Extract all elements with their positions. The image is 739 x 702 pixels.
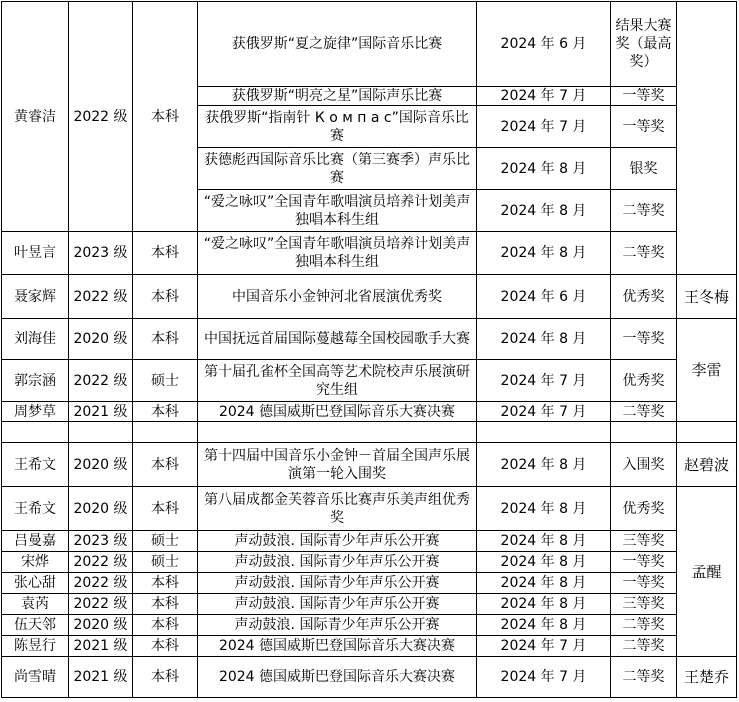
table-row <box>2 232 737 275</box>
competition: 2024 德国威斯巴登国际音乐大赛决赛 <box>198 636 477 657</box>
student-name: 王希文 <box>2 487 69 531</box>
award-level: 二等奖 <box>611 402 677 422</box>
teacher-name: 王楚乔 <box>677 657 737 698</box>
competition: 中国抚远首届国际蔓越莓全国校园歌手大赛 <box>198 319 477 360</box>
award-level: 二等奖 <box>611 190 677 232</box>
award-level: 银奖 <box>611 148 677 190</box>
degree-level: 本科 <box>133 615 198 636</box>
award-level: 三等奖 <box>611 531 677 552</box>
teacher-name: 孟醒 <box>677 487 737 657</box>
competition: 获德彪西国际音乐比赛（第三赛季）声乐比赛 <box>198 148 477 190</box>
degree-level: 本科 <box>133 232 198 275</box>
table-row <box>2 2 737 87</box>
award-date: 2024 年 7 月 <box>477 106 611 148</box>
award-date: 2024 年 7 月 <box>477 636 611 657</box>
student-name: 张心甜 <box>2 573 69 594</box>
student-name: 宋烨 <box>2 552 69 573</box>
award-level: 二等奖 <box>611 636 677 657</box>
grade: 2022 级 <box>69 573 133 594</box>
degree-level: 本科 <box>133 573 198 594</box>
competition: “爱之咏叹”全国青年歌唱演员培养计划美声独唱本科生组 <box>198 190 477 232</box>
award-date: 2024 年 8 月 <box>477 573 611 594</box>
empty-row <box>2 422 737 443</box>
grade: 2020 级 <box>69 615 133 636</box>
student-name: 伍天邻 <box>2 615 69 636</box>
table-row <box>2 552 737 573</box>
grade: 2021 级 <box>69 636 133 657</box>
empty-cell <box>477 422 611 443</box>
empty-cell <box>198 422 477 443</box>
award-date: 2024 年 8 月 <box>477 615 611 636</box>
table-row <box>2 657 737 698</box>
award-level: 一等奖 <box>611 552 677 573</box>
grade: 2022 级 <box>69 2 133 232</box>
award-level: 一等奖 <box>611 319 677 360</box>
award-date: 2024 年 7 月 <box>477 360 611 402</box>
award-date: 2024 年 7 月 <box>477 402 611 422</box>
grade: 2023 级 <box>69 232 133 275</box>
empty-cell <box>69 422 133 443</box>
table-row <box>2 594 737 615</box>
student-name: 刘海佳 <box>2 319 69 360</box>
degree-level: 本科 <box>133 319 198 360</box>
award-level: 优秀奖 <box>611 275 677 319</box>
competition: 第八届成都金芙蓉音乐比赛声乐美声组优秀奖 <box>198 487 477 531</box>
teacher-empty <box>677 2 737 275</box>
table-row <box>2 636 737 657</box>
table-row <box>2 487 737 531</box>
empty-cell <box>611 422 677 443</box>
grade: 2020 级 <box>69 487 133 531</box>
award-date: 2024 年 8 月 <box>477 443 611 487</box>
award-level: 二等奖 <box>611 232 677 275</box>
degree-level: 本科 <box>133 657 198 698</box>
award-date: 2024 年 7 月 <box>477 87 611 106</box>
student-name: 黄睿洁 <box>2 2 69 232</box>
award-date: 2024 年 6 月 <box>477 2 611 87</box>
grade: 2022 级 <box>69 360 133 402</box>
award-date: 2024 年 8 月 <box>477 319 611 360</box>
award-level: 优秀奖 <box>611 360 677 402</box>
student-name: 叶昱言 <box>2 232 69 275</box>
table-row <box>2 531 737 552</box>
competition: 第十届孔雀杯全国高等艺术院校声乐展演研究生组 <box>198 360 477 402</box>
award-date: 2024 年 8 月 <box>477 552 611 573</box>
award-date: 2024 年 8 月 <box>477 594 611 615</box>
competition: 声动鼓浪. 国际青少年声乐公开赛 <box>198 552 477 573</box>
grade: 2021 级 <box>69 657 133 698</box>
student-name: 聂家辉 <box>2 275 69 319</box>
table-row <box>2 443 737 487</box>
student-name: 王希文 <box>2 443 69 487</box>
competition: 声动鼓浪. 国际青少年声乐公开赛 <box>198 531 477 552</box>
teacher-name: 王冬梅 <box>677 275 737 319</box>
teacher-name: 赵碧波 <box>677 443 737 487</box>
empty-cell <box>133 422 198 443</box>
award-date: 2024 年 7 月 <box>477 657 611 698</box>
degree-level: 硕士 <box>133 531 198 552</box>
award-level: 二等奖 <box>611 615 677 636</box>
award-date: 2024 年 8 月 <box>477 190 611 232</box>
awards-table <box>1 1 737 698</box>
student-name: 吕曼嘉 <box>2 531 69 552</box>
student-name: 周梦草 <box>2 402 69 422</box>
degree-level: 本科 <box>133 487 198 531</box>
competition: 第十四届中国音乐小金钟－首届全国声乐展演第一轮入围奖 <box>198 443 477 487</box>
competition: 获俄罗斯“明亮之星”国际声乐比赛 <box>198 87 477 106</box>
award-level: 入围奖 <box>611 443 677 487</box>
award-level: 一等奖 <box>611 573 677 594</box>
grade: 2022 级 <box>69 594 133 615</box>
table-row <box>2 275 737 319</box>
award-date: 2024 年 8 月 <box>477 148 611 190</box>
competition: 声动鼓浪. 国际青少年声乐公开赛 <box>198 615 477 636</box>
teacher-name: 李雷 <box>677 319 737 422</box>
student-name: 袁芮 <box>2 594 69 615</box>
award-level: 结果大赛奖（最高奖） <box>611 2 677 87</box>
grade: 2023 级 <box>69 531 133 552</box>
table-row <box>2 402 737 422</box>
table-row <box>2 615 737 636</box>
award-date: 2024 年 8 月 <box>477 232 611 275</box>
grade: 2022 级 <box>69 275 133 319</box>
student-name: 郭宗涵 <box>2 360 69 402</box>
competition: 获俄罗斯“夏之旋律”国际音乐比赛 <box>198 2 477 87</box>
empty-cell <box>677 422 737 443</box>
competition: 获俄罗斯“指南针 К о м п а с”国际音乐比赛 <box>198 106 477 148</box>
award-level: 三等奖 <box>611 594 677 615</box>
competition: 2024 德国威斯巴登国际音乐大赛决赛 <box>198 657 477 698</box>
competition: 中国音乐小金钟河北省展演优秀奖 <box>198 275 477 319</box>
award-level: 二等奖 <box>611 657 677 698</box>
grade: 2020 级 <box>69 319 133 360</box>
grade: 2020 级 <box>69 443 133 487</box>
empty-cell <box>2 422 69 443</box>
award-date: 2024 年 8 月 <box>477 531 611 552</box>
degree-level: 本科 <box>133 443 198 487</box>
student-name: 陈昱行 <box>2 636 69 657</box>
degree-level: 硕士 <box>133 552 198 573</box>
award-level: 一等奖 <box>611 106 677 148</box>
competition: 2024 德国威斯巴登国际音乐大赛决赛 <box>198 402 477 422</box>
student-name: 尚雪晴 <box>2 657 69 698</box>
grade: 2022 级 <box>69 552 133 573</box>
degree-level: 本科 <box>133 636 198 657</box>
degree-level: 本科 <box>133 402 198 422</box>
table-row <box>2 360 737 402</box>
table-row <box>2 319 737 360</box>
degree-level: 本科 <box>133 594 198 615</box>
award-level: 一等奖 <box>611 87 677 106</box>
competition: “爱之咏叹”全国青年歌唱演员培养计划美声独唱本科生组 <box>198 232 477 275</box>
competition: 声动鼓浪. 国际青少年声乐公开赛 <box>198 573 477 594</box>
award-date: 2024 年 8 月 <box>477 487 611 531</box>
table-row <box>2 573 737 594</box>
award-date: 2024 年 6 月 <box>477 275 611 319</box>
degree-level: 硕士 <box>133 360 198 402</box>
degree-level: 本科 <box>133 2 198 232</box>
degree-level: 本科 <box>133 275 198 319</box>
grade: 2021 级 <box>69 402 133 422</box>
competition: 声动鼓浪. 国际青少年声乐公开赛 <box>198 594 477 615</box>
award-level: 优秀奖 <box>611 487 677 531</box>
